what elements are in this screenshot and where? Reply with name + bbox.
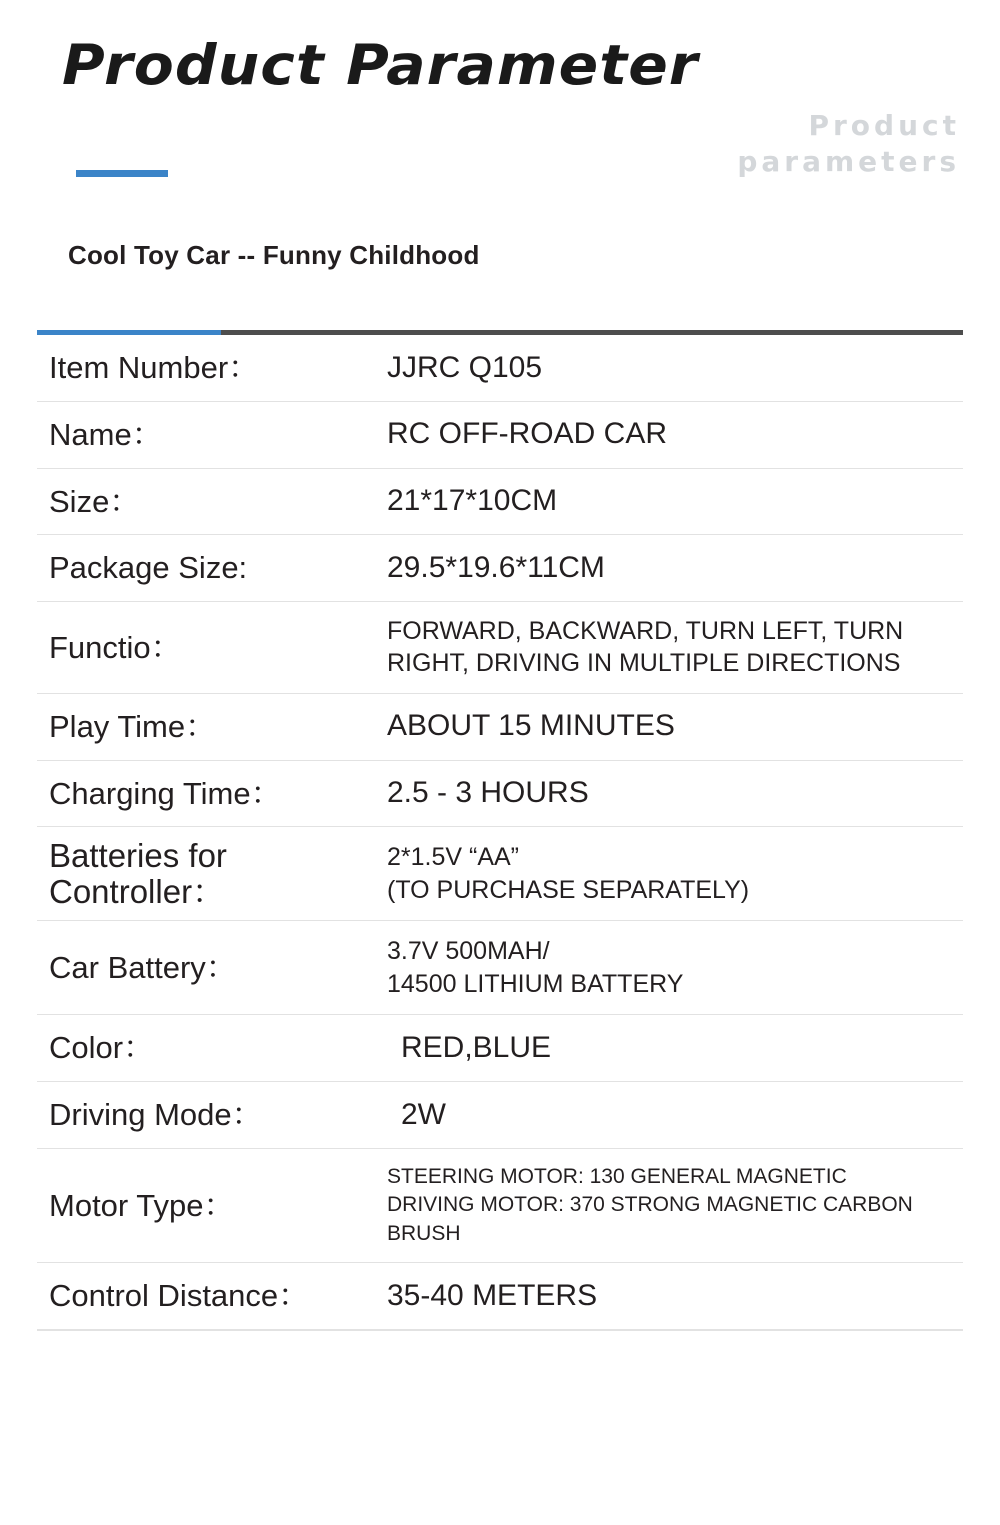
row-label: Car Battery： bbox=[49, 949, 237, 985]
row-value bbox=[379, 602, 963, 694]
row-value bbox=[379, 1015, 963, 1082]
row-value-line: RC OFF-ROAD CAR bbox=[387, 417, 667, 451]
row-value bbox=[379, 401, 963, 468]
row-label: Play Time： bbox=[49, 708, 217, 744]
table-row bbox=[37, 1015, 963, 1082]
table-top-rule-accent bbox=[37, 330, 221, 335]
row-value-line: STEERING MOTOR: 130 GENERAL MAGNETIC bbox=[387, 1165, 847, 1188]
row-value-line: 29.5*19.6*11CM bbox=[387, 551, 605, 585]
row-label: Driving Mode： bbox=[49, 1097, 263, 1133]
row-label: Package Size: bbox=[49, 550, 248, 586]
row-value-line: 21*17*10CM bbox=[387, 484, 558, 518]
row-label-line: Batteries for bbox=[49, 837, 227, 875]
row-value bbox=[379, 827, 963, 921]
table-row bbox=[37, 827, 963, 921]
row-label: Color： bbox=[49, 1030, 155, 1066]
row-label: Item Number： bbox=[49, 350, 260, 385]
page-header bbox=[0, 0, 1000, 200]
table-row bbox=[37, 602, 963, 694]
table-row bbox=[37, 693, 963, 760]
row-label: Name： bbox=[49, 416, 163, 452]
row-value bbox=[379, 760, 963, 827]
parameter-table bbox=[37, 335, 963, 1330]
row-value bbox=[379, 1149, 963, 1263]
title-accent-bar bbox=[76, 170, 168, 177]
table-row bbox=[37, 335, 963, 401]
row-value-line: 35-40 METERS bbox=[387, 1278, 598, 1312]
table-row bbox=[37, 468, 963, 535]
row-label: Size： bbox=[49, 483, 141, 519]
row-label bbox=[37, 827, 379, 921]
row-value-line: RIGHT, DRIVING IN MULTIPLE DIRECTIONS bbox=[387, 648, 901, 677]
tagline: Cool Toy Car -- Funny Childhood bbox=[68, 240, 480, 270]
row-value-line: RED,BLUE bbox=[401, 1030, 552, 1064]
row-label: Control Distance： bbox=[49, 1278, 310, 1314]
row-value-line: 2*1.5V “AA” bbox=[387, 843, 520, 872]
row-value-line: 2.5 - 3 HOURS bbox=[387, 776, 589, 810]
row-value bbox=[379, 1263, 963, 1330]
table-row bbox=[37, 1149, 963, 1263]
row-value bbox=[379, 468, 963, 535]
table-row bbox=[37, 921, 963, 1015]
row-value-line: DRIVING MOTOR: 370 STRONG MAGNETIC CARBON BRUSH bbox=[387, 1193, 913, 1245]
page-subtitle-line1: Product bbox=[808, 109, 960, 142]
table-top-rule bbox=[37, 330, 963, 335]
table-row bbox=[37, 1082, 963, 1149]
row-label: Charging Time： bbox=[49, 775, 282, 811]
row-value bbox=[379, 535, 963, 602]
table-row bbox=[37, 401, 963, 468]
table-row bbox=[37, 1263, 963, 1330]
row-value-line: JJRC Q105 bbox=[387, 350, 543, 384]
row-value-line: (TO PURCHASE SEPARATELY) bbox=[387, 875, 750, 904]
table-row bbox=[37, 535, 963, 602]
row-label: Functio： bbox=[49, 629, 182, 665]
parameter-table-wrapper bbox=[37, 330, 963, 1331]
row-value-line: 3.7V 500MAH/ bbox=[387, 937, 550, 966]
table-bottom-rule bbox=[37, 1330, 963, 1332]
row-value-line: 14500 LITHIUM BATTERY bbox=[387, 969, 684, 998]
row-value bbox=[379, 693, 963, 760]
page-subtitle bbox=[737, 108, 960, 180]
row-value bbox=[379, 1082, 963, 1149]
row-value-line: FORWARD, BACKWARD, TURN LEFT, TURN bbox=[387, 617, 904, 646]
table-row bbox=[37, 760, 963, 827]
page-title: Product Parameter bbox=[62, 33, 699, 97]
row-value bbox=[379, 335, 963, 401]
page-subtitle-line2: parameters bbox=[737, 144, 960, 178]
row-label-line: Controller： bbox=[49, 872, 226, 910]
row-value bbox=[379, 921, 963, 1015]
row-label: Motor Type： bbox=[49, 1187, 235, 1223]
row-value-line: ABOUT 15 MINUTES bbox=[387, 709, 675, 743]
row-value-line: 2W bbox=[401, 1097, 446, 1131]
